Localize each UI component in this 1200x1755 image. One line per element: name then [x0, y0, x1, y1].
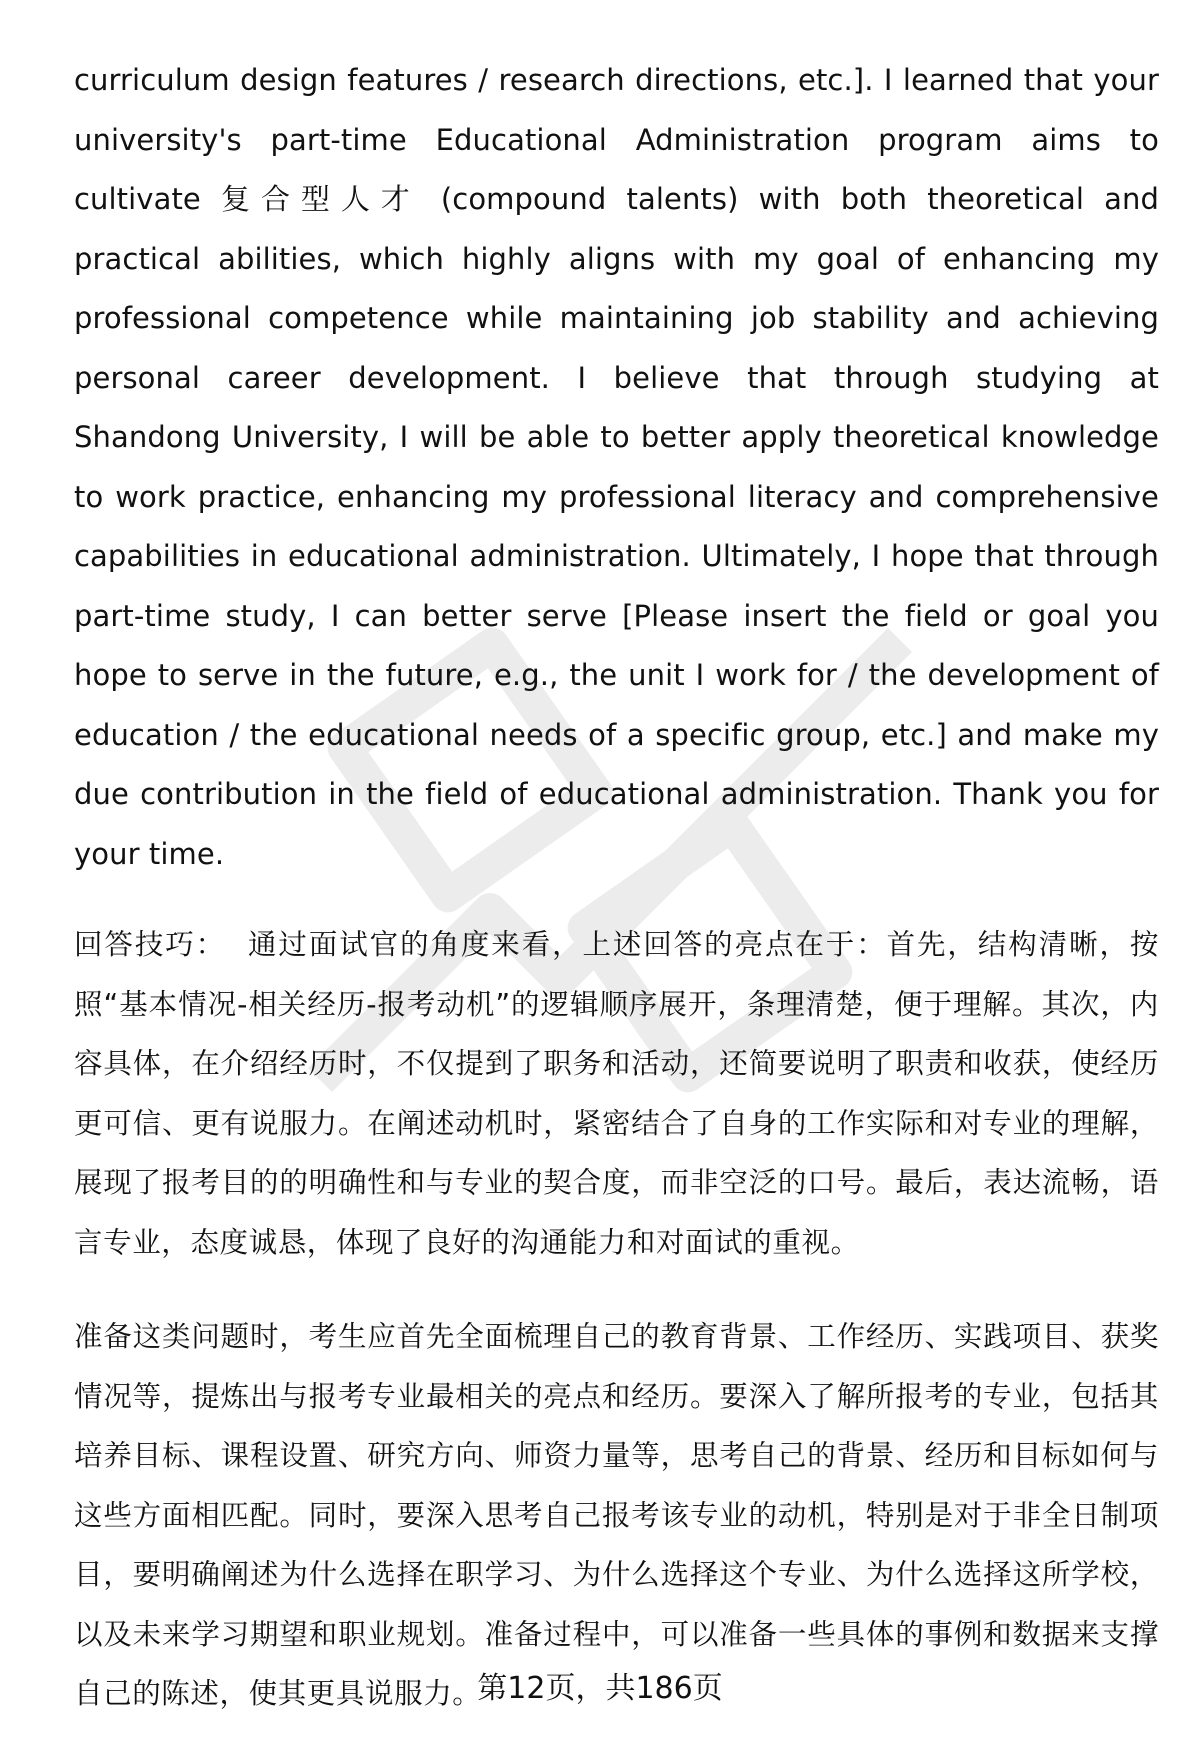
- document-body: [74, 51, 1159, 1724]
- answer-tips-paragraph: [74, 915, 1159, 1272]
- tips-label: 回答技巧：: [74, 928, 227, 961]
- answer-paragraph-english: curriculum design features / research directions, etc.]. I learned that your university's part-time Educational Administration program aims to cultivate 复合型人才 (compound talents) with both theoretical and practical abilities, which highly aligns with my goal of enhancing my professional competence while maintaining job stability and achieving personal career development. I believe that through studying at Shandong University, I will be able to better apply theoretical knowledge to work practice, enhancing my professional literacy and comprehensive capabilities in educational administration. Ultimately, I hope that through part-time study, I can better serve [Please insert the field or goal you hope to serve in the future, e.g., the unit I work for / the development of education / the educational needs of a specific group, etc.] and make my due contribution in the field of educational administration. Thank you for your time.: [74, 63, 1159, 871]
- tips-text: 通过面试官的角度来看，上述回答的亮点在于：首先，结构清晰，按照“基本情况-相关经历-报考动机”的逻辑顺序展开，条理清楚，便于理解。其次，内容具体，在介绍经历时，不仅提到了职务和活动，还简要说明了职责和收获，使经历更可信、更有说服力。在阐述动机时，紧密结合了自身的工作实际和对专业的理解，展现了报考目的的明确性和与专业的契合度，而非空泛的口号。最后，表达流畅，语言专业，态度诚恳，体现了良好的沟通能力和对面试的重视。: [74, 928, 1159, 1259]
- page-number-footer: 第12页，共186页: [477, 1671, 723, 1706]
- preparation-advice-paragraph: 准备这类问题时，考生应首先全面梳理自己的教育背景、工作经历、实践项目、获奖情况等，提炼出与报考专业最相关的亮点和经历。要深入了解所报考的专业，包括其培养目标、课程设置、研究方向、师资力量等，思考自己的背景、经历和目标如何与这些方面相匹配。同时，要深入思考自己报考该专业的动机，特别是对于非全日制项目，要明确阐述为什么选择在职学习、为什么选择这个专业、为什么选择这所学校，以及未来学习期望和职业规划。准备过程中，可以准备一些具体的事例和数据来支撑自己的陈述，使其更具说服力。: [74, 1320, 1159, 1710]
